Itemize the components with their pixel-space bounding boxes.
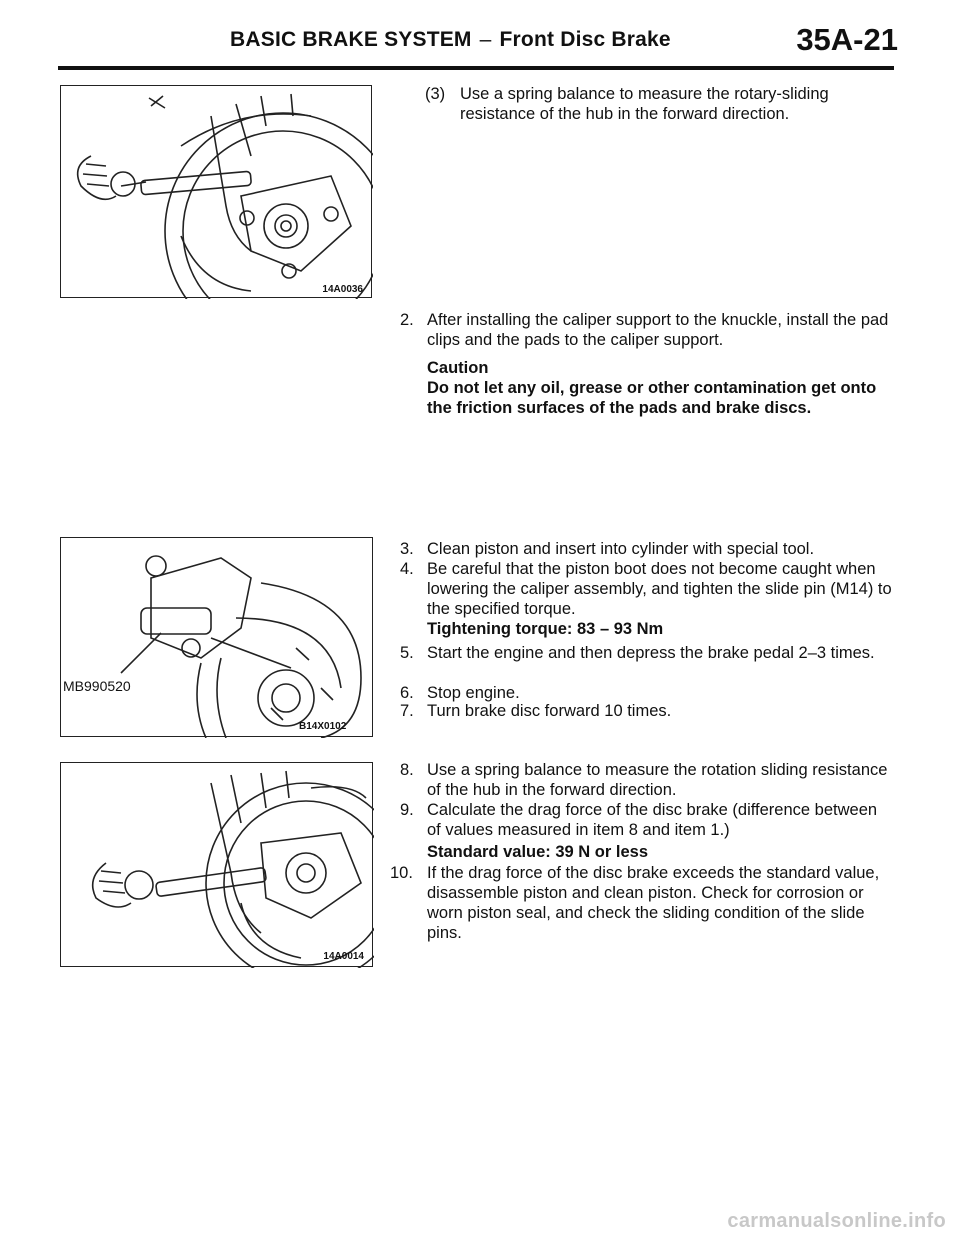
step-number: 3.	[400, 540, 414, 558]
header-rule	[58, 66, 894, 70]
step-text: Stop engine.	[427, 684, 520, 702]
figure-drag-force	[60, 762, 373, 967]
step-text: Clean piston and insert into cylinder with special tool.	[427, 540, 815, 558]
spring-balance-hub-illustration	[61, 86, 373, 299]
section-subtitle: Front Disc Brake	[499, 28, 671, 51]
step-5	[400, 643, 895, 683]
figure-code: 14A0036	[322, 284, 363, 295]
step-10	[390, 863, 895, 943]
standard-value: Standard value: 39 N or less	[427, 843, 649, 861]
step-8	[400, 760, 895, 800]
step-1-3	[425, 84, 895, 126]
special-tool-illustration	[61, 538, 374, 738]
tightening-torque: Tightening torque: 83 – 93 Nm	[427, 620, 664, 638]
caution-text: Do not let any oil, grease or other contamination get onto the friction surfaces of the pads and brake discs.	[427, 379, 877, 417]
step-number: (3)	[425, 85, 446, 103]
step-number: 8.	[400, 761, 414, 779]
step-9	[400, 800, 895, 840]
step-number: 10.	[390, 864, 413, 882]
step-number: 2.	[400, 311, 414, 329]
caution-heading: Caution	[427, 359, 489, 377]
figure-code: B14X0102	[299, 721, 347, 732]
step-number: 4.	[400, 560, 414, 578]
step-number: 7.	[400, 702, 414, 720]
step-2	[400, 310, 895, 352]
step-text: If the drag force of the disc brake exceeds the standard value, disassemble piston and clean piston. Check for corrosion or worn piston seal, and check the sliding condition of the slide pins.	[427, 864, 880, 942]
step-number: 9.	[400, 801, 414, 819]
step-number: 6.	[400, 684, 414, 702]
step-text: Use a spring balance to measure the rotary-sliding resistance of the hub in the forward direction.	[460, 85, 829, 123]
step-number: 5.	[400, 644, 414, 662]
step-4	[400, 559, 895, 619]
page-number: 35A-21	[796, 22, 898, 57]
step-text: Start the engine and then depress the brake pedal 2–3 times.	[427, 644, 875, 662]
drag-force-illustration	[61, 763, 374, 968]
tool-label: MB990520	[63, 678, 131, 694]
step-text: Turn brake disc forward 10 times.	[427, 702, 672, 720]
step-text: After installing the caliper support to the knuckle, install the pad clips and the pads to the caliper support.	[427, 311, 889, 349]
step-text: Use a spring balance to measure the rotation sliding resistance of the hub in the forward direction.	[427, 761, 888, 799]
step-6	[400, 683, 895, 703]
figure-spring-balance-hub	[60, 85, 372, 298]
watermark: carmanualsonline.info	[727, 1210, 946, 1232]
step-3	[400, 539, 895, 559]
figure-special-tool	[60, 537, 373, 737]
step-7	[400, 701, 895, 721]
title-separator: –	[479, 28, 492, 51]
page-header	[230, 28, 671, 52]
figure-code: 14A0014	[323, 951, 364, 962]
step-text: Calculate the drag force of the disc brake (difference between of values measured in item 8 and item 1.)	[427, 801, 878, 839]
step-text: Be careful that the piston boot does not become caught when lowering the caliper assembly, and tighten the slide pin (M14) to the specified torque.	[427, 560, 892, 618]
section-title: BASIC BRAKE SYSTEM	[230, 28, 472, 51]
